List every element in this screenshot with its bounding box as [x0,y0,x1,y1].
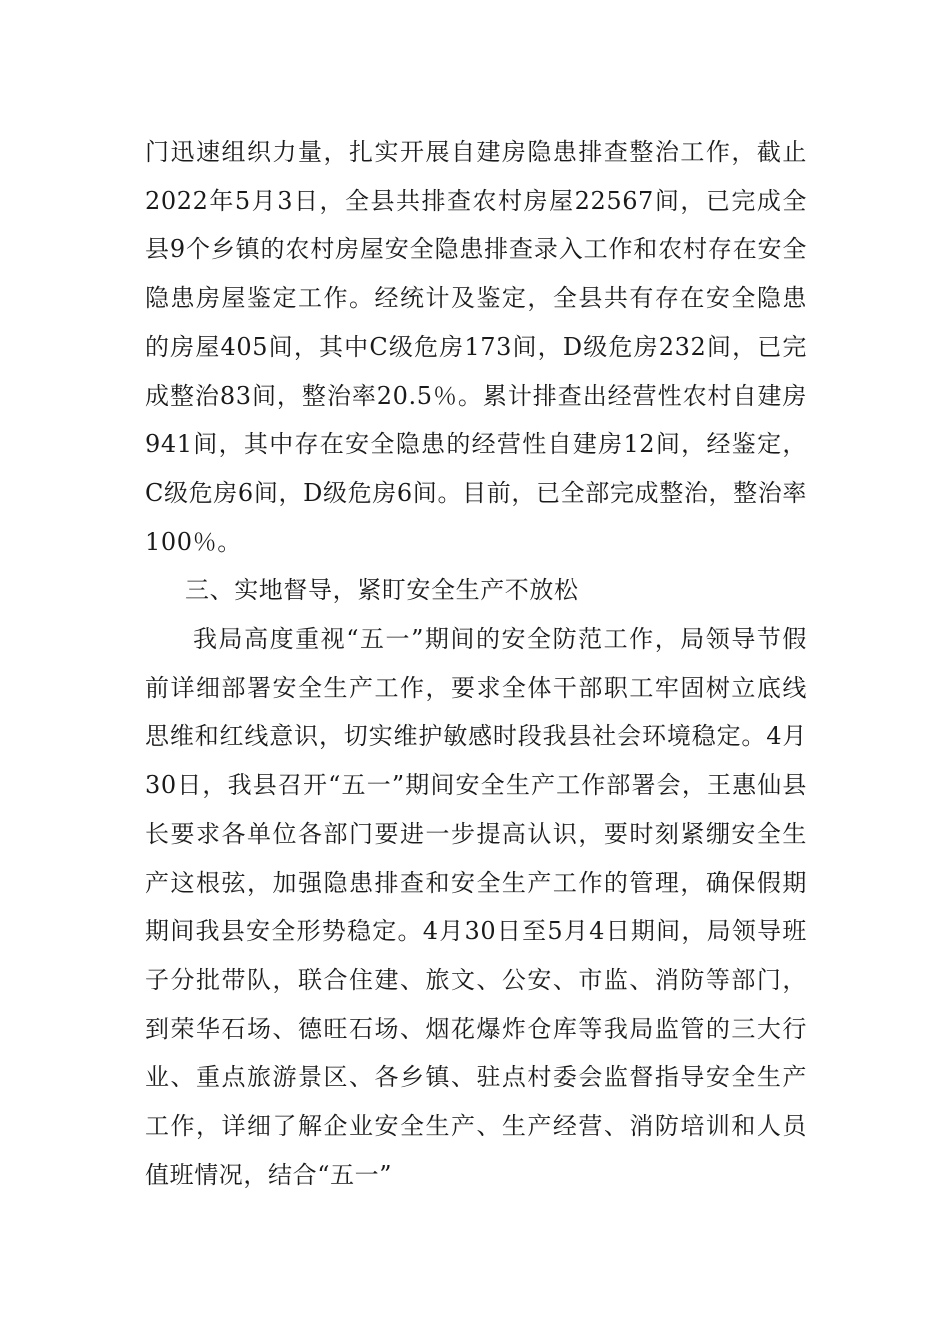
section-heading: 三、实地督导，紧盯安全生产不放松 [185,576,579,605]
document-body [145,128,807,1199]
section-paragraph: 我局高度重视“五一”期间的安全防范工作，局领导节假前详细部署安全生产工作，要求全体干部职工牢固树立底线思维和红线意识，切实维护敏感时段我县社会环境稳定。4月30日，我县召开“五一”期间安全生产工作部署会，王惠仙县长要求各单位各部门要进一步提高认识，要时刻紧绷安全生产这根弦，加强隐患排查和安全生产工作的管理，确保假期期间我县安全形势稳定。4月30日至5月4日期间，局领导班子分批带队，联合住建、旅文、公安、市监、消防等部门，到荣华石场、德旺石场、烟花爆炸仓库等我局监管的三大行业、重点旅游景区、各乡镇、驻点村委会监督指导安全生产工作，详细了解企业安全生产、生产经营、消防培训和人员值班情况，结合“五一” [145,625,807,1189]
paragraph-continuation: 门迅速组织力量，扎实开展自建房隐患排查整治工作，截止2022年5月3日，全县共排查农村房屋22567间，已完成全县9个乡镇的农村房屋安全隐患排查录入工作和农村存在安全隐患房屋鉴定工作。经统计及鉴定，全县共有存在安全隐患的房屋405间，其中C级危房173间，D级危房232间，已完成整治83间，整治率20.5％。累计排查出经营性农村自建房941间，其中存在安全隐患的经营性自建房12间，经鉴定，C级危房6间，D级危房6间。目前，已全部完成整治，整治率100％。 [145,138,807,556]
